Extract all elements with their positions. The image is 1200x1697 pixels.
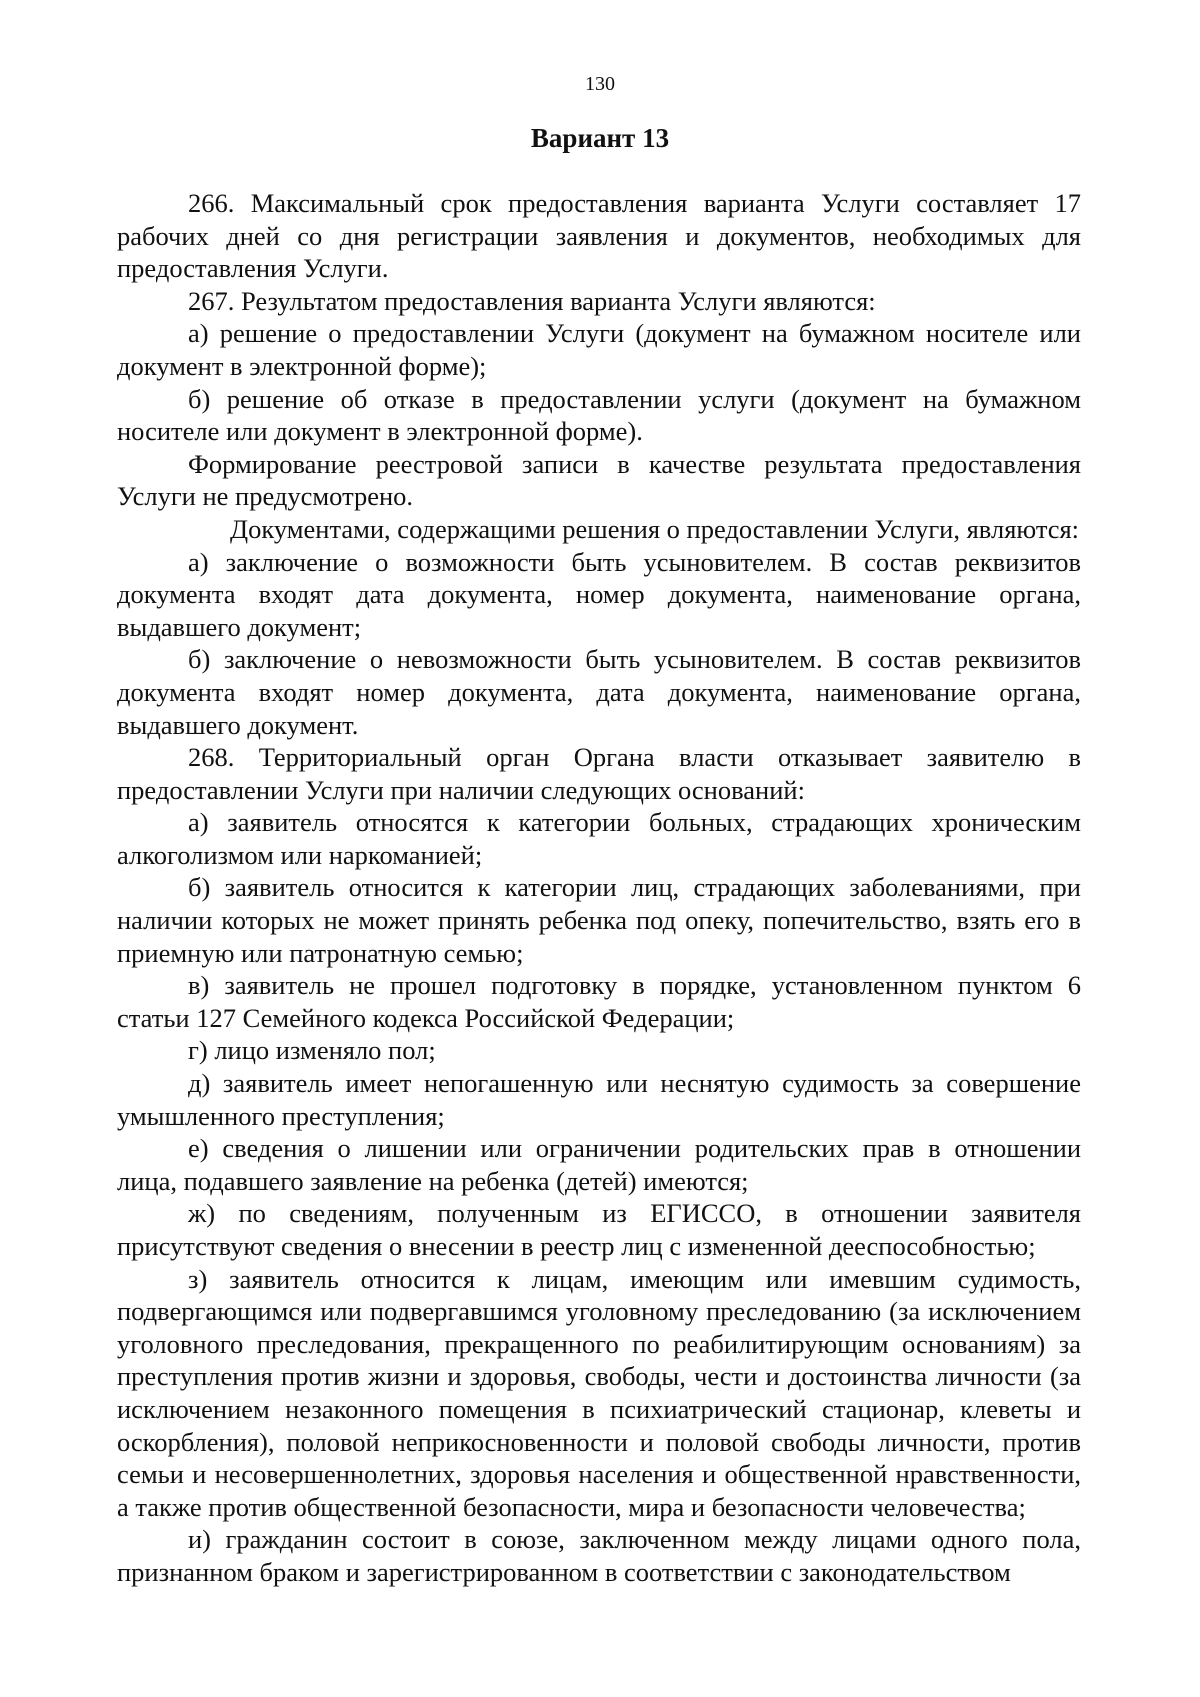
list-item: в) заявитель не прошел подготовку в порядке, установленном пунктом 6 статьи 127 Семейного кодекса Российской Федерации;: [117, 970, 1081, 1033]
list-item: и) гражданин состоит в союзе, заключенном между лицами одного пола, признанном браком и зарегистрированном в соответствии с законодательством: [117, 1524, 1081, 1587]
document-body: [117, 187, 1081, 1589]
list-item: б) решение об отказе в предоставлении услуги (документ на бумажном носителе или документ в электронной форме).: [117, 383, 1081, 447]
paragraph: Формирование реестровой записи в качестве результата предоставления Услуги не предусмотрено.: [117, 448, 1081, 512]
list-item: а) заявитель относятся к категории больных, страдающих хроническим алкоголизмом или наркоманией;: [117, 807, 1081, 870]
paragraph-266: 266. Максимальный срок предоставления варианта Услуги составляет 17 рабочих дней со дня регистрации заявления и документов, необходимых для предоставления Услуги.: [117, 188, 1081, 284]
document-title: Вариант 13: [530, 123, 670, 153]
paragraph-267: 267. Результатом предоставления варианта Услуги являются:: [188, 285, 876, 316]
paragraph-268: 268. Территориальный орган Органа власти отказывает заявителю в предоставлении Услуги при наличии следующих оснований:: [117, 742, 1081, 805]
list-item: а) заключение о возможности быть усыновителем. В состав реквизитов документа входят дата документа, номер документа, наименование органа, выдавшего документ;: [117, 546, 1081, 642]
page-number: 130: [585, 73, 615, 95]
list-item: б) заявитель относится к категории лиц, страдающих заболеваниями, при наличии которых не может принять ребенка под опеку, попечительство, взять его в приемную или патронатную семью;: [117, 872, 1081, 968]
paragraph: Документами, содержащими решения о предоставлении Услуги, являются:: [230, 513, 1080, 544]
list-item: г) лицо изменяло пол;: [188, 1035, 436, 1066]
list-item: з) заявитель относится к лицам, имеющим или имевшим судимость, подвергающимся или подвергавшимся уголовному преследованию (за исключением уголовного преследования, прекращенного по реабилитирующим основаниям) за преступления против жизни и здоровья, свободы, чести и достоинства личности (за исключением незаконного помещения в психиатрический стационар, клеветы и оскорбления), половой неприкосновенности и половой свободы личности, против семьи и несовершеннолетних, здоровья населения и общественной нравственности, а также против общественной безопасности, мира и безопасности человечества;: [117, 1263, 1081, 1522]
list-item: б) заключение о невозможности быть усыновителем. В состав реквизитов документа входят номер документа, дата документа, наименование органа, выдавшего документ.: [117, 644, 1081, 740]
list-item: д) заявитель имеет непогашенную или неснятую судимость за совершение умышленного преступления;: [117, 1068, 1081, 1131]
list-item: е) сведения о лишении или ограничении родительских прав в отношении лица, подавшего заявление на ребенка (детей) имеются;: [117, 1133, 1081, 1196]
list-item: а) решение о предоставлении Услуги (документ на бумажном носителе или документ в электронной форме);: [117, 318, 1081, 381]
list-item: ж) по сведениям, полученным из ЕГИССО, в отношении заявителя присутствуют сведения о внесении в реестр лиц с измененной дееспособностью;: [117, 1198, 1081, 1261]
